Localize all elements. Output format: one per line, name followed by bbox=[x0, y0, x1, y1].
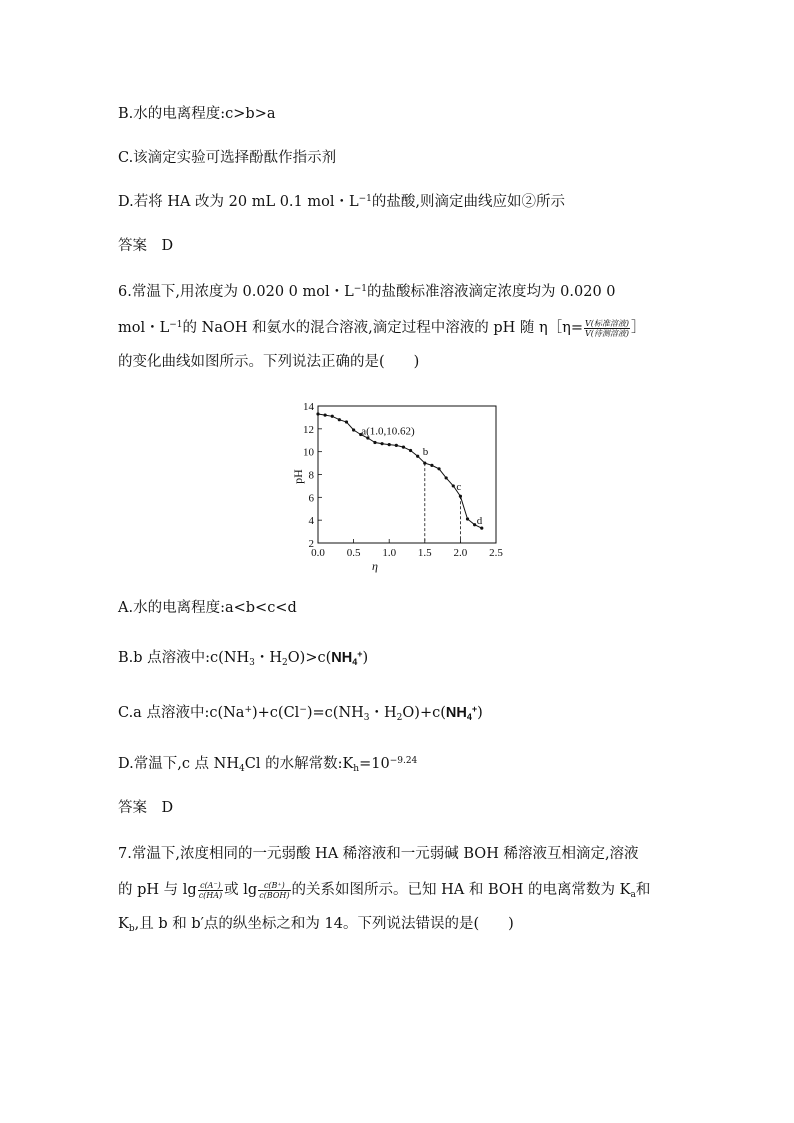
data-point bbox=[388, 443, 391, 446]
lg-fraction-b: $\frac{c(B^+)}{\text{c(BOH)}}$ bbox=[259, 880, 290, 900]
q6-option-d: D.常温下,c 点 $NH_4Cl$ 的水解常数$:K_h=10^{-9.24}$ bbox=[118, 756, 418, 774]
data-point bbox=[395, 444, 398, 447]
data-point bbox=[466, 517, 469, 520]
q5-option-c: C.该滴定实验可选择酚酞作指示剂 bbox=[118, 150, 337, 166]
x-tick-label: 0.0 bbox=[311, 547, 325, 559]
q5-option-b: B.水的电离程度:c>b>a bbox=[118, 106, 276, 122]
data-point bbox=[345, 420, 348, 423]
data-point bbox=[402, 446, 405, 449]
x-axis-label: η bbox=[372, 559, 378, 573]
data-point bbox=[338, 418, 341, 421]
x-tick-label: 2.0 bbox=[453, 547, 468, 559]
point-label: c bbox=[456, 481, 462, 494]
y-axis-label: pH bbox=[291, 469, 305, 484]
data-point bbox=[423, 461, 426, 464]
data-point bbox=[409, 449, 412, 452]
q6-stem-line3: 的变化曲线如图所示。下列说法正确的是( ) bbox=[118, 354, 420, 370]
y-tick-label: 4 bbox=[308, 515, 314, 528]
data-point bbox=[373, 441, 376, 444]
point-label: b bbox=[422, 446, 429, 459]
x-tick-label: 2.5 bbox=[489, 547, 503, 559]
data-point bbox=[473, 523, 476, 526]
y-tick-label: 10 bbox=[303, 446, 314, 459]
q6-stem-line2: mol・$L^{-1}$的 NaOH 和氨水的混合溶液,滴定过程中溶液的 pH 随 η［η= $\frac{\text{V(标准溶液)}}{\text{V(待测溶液)}}$ ］ bbox=[118, 318, 646, 338]
ph-titration-chart bbox=[286, 398, 516, 574]
y-tick-label: 14 bbox=[303, 401, 314, 413]
q7-stem-line1: 7.常温下,浓度相同的一元弱酸 HA 稀溶液和一元弱碱 BOH 稀溶液互相滴定,溶液 bbox=[118, 846, 639, 862]
data-point bbox=[352, 428, 355, 431]
point-label: d bbox=[476, 515, 483, 528]
q5-option-d: D.若将 HA 改为 20 mL 0.1 mol・$L^{-1}$的盐酸,则滴定曲线应如②所示 bbox=[118, 194, 566, 210]
q6-option-a: A.水的电离程度:a<b<c<d bbox=[118, 600, 297, 616]
x-tick-label: 1.0 bbox=[382, 547, 397, 559]
q7-stem-line3: $K_b$,且 b 和 b′点的纵坐标之和为 14。下列说法错误的是( ) bbox=[118, 916, 514, 934]
y-tick-label: 12 bbox=[303, 423, 314, 436]
y-tick-label: 2 bbox=[308, 538, 314, 550]
q5-answer: 答案 D bbox=[118, 238, 174, 254]
data-point bbox=[331, 415, 334, 418]
data-point bbox=[316, 412, 319, 415]
q6-option-c: C.a 点溶液中$:c(Na^+)+c(Cl^-)=c(NH_3$・$H_2O)+c(NH_4^+)$ bbox=[118, 704, 483, 723]
data-point bbox=[437, 467, 440, 470]
q6-option-b: B.b 点溶液中$:c(NH_3$・$H_2O)>c(NH_4^+)$ bbox=[118, 649, 369, 668]
y-tick-label: 6 bbox=[308, 492, 314, 505]
lg-fraction-a: $\frac{c(A^-)}{c(HA)}$ bbox=[198, 880, 223, 900]
q6-stem-line1: 6.常温下,用浓度为 0.020 0 mol・$L^{-1}$的盐酸标准溶液滴定浓度均为 0.020 0 bbox=[118, 284, 616, 300]
eta-fraction: $\frac{\text{V(标准溶液)}}{\text{V(待测溶液)}}$ bbox=[585, 318, 630, 338]
data-point bbox=[324, 414, 327, 417]
q6-answer: 答案 D bbox=[118, 800, 174, 816]
q7-stem-line2: 的 pH 与 lg $\frac{c(A^-)}{c(HA)}$ 或 lg $\frac{c(B^+)}{\text{c(BOH)}}$ 的关系如图所示。已知 HA 和 BOH 的电离常数为 $K_a$和 bbox=[118, 880, 651, 900]
x-tick-label: 0.5 bbox=[346, 547, 361, 559]
y-tick-label: 8 bbox=[308, 469, 314, 482]
data-point bbox=[380, 442, 383, 445]
data-point bbox=[459, 495, 462, 498]
data-point bbox=[452, 484, 455, 487]
data-point bbox=[430, 464, 433, 467]
data-point bbox=[445, 476, 448, 479]
data-point bbox=[416, 455, 419, 458]
point-label: a(1.0,10.62) bbox=[361, 425, 415, 438]
x-tick-label: 1.5 bbox=[417, 547, 432, 559]
